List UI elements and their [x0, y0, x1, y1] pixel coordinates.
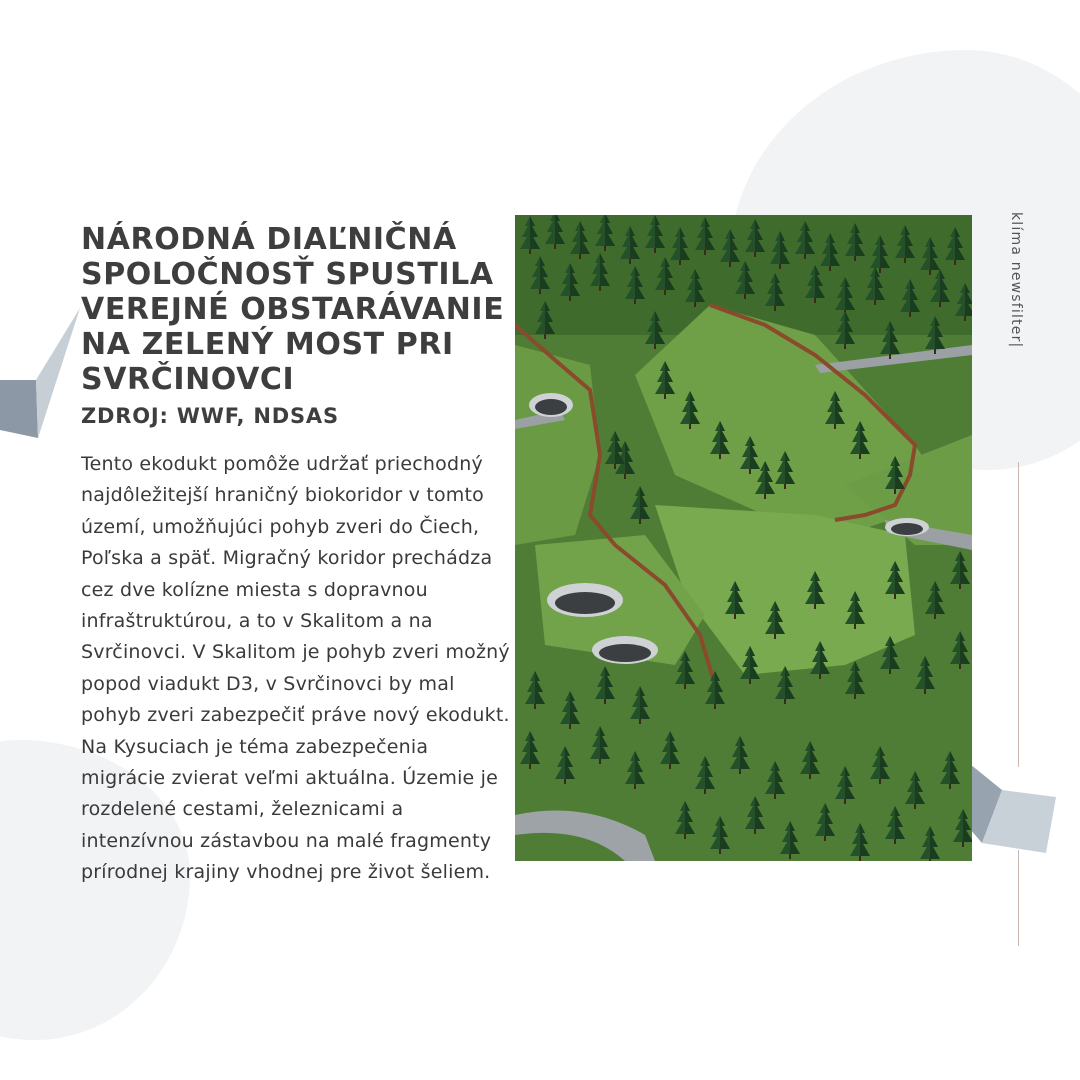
decorative-divider: [1018, 850, 1019, 946]
paper-fold-shape-left: [0, 300, 90, 440]
brand-label: klíma newsfilter|: [1008, 212, 1024, 349]
decorative-divider: [1018, 462, 1019, 767]
article-body: Tento ekodukt pomôže udržať priechodný najdôležitejší hraničný biokoridor v tomto území, umožňujúci pohyb zveri do Čiech, Poľska a späť. Migračný koridor prechádza cez dve kolízne miesta s dopravnou infraštruktúrou, a to v Skalitom a na Svrčinovci. V Skalitom je pohyb zveri možný popod viadukt D3, v Svrčinovci by mal pohyb zveri zabezpečiť práve nový ekodukt. Na Kysuciach je téma zabezpečenia migrácie zvierat veľmi aktuálna. Územie je rozdelené cestami, železnicami a intenzívnou zástavbou na malé fragmenty prírodnej krajiny vhodnej pre život šeliem.: [81, 453, 510, 884]
article-source: ZDROJ: WWF, NDSAS: [81, 404, 339, 428]
ecoduct-visualization-image: [515, 215, 972, 861]
article-headline: NÁRODNÁ DIAĽNIČNÁ SPOLOČNOSŤ SPUSTILA VEREJNÉ OBSTARÁVANIE NA ZELENÝ MOST PRI SVRČINOVCI: [81, 222, 505, 397]
